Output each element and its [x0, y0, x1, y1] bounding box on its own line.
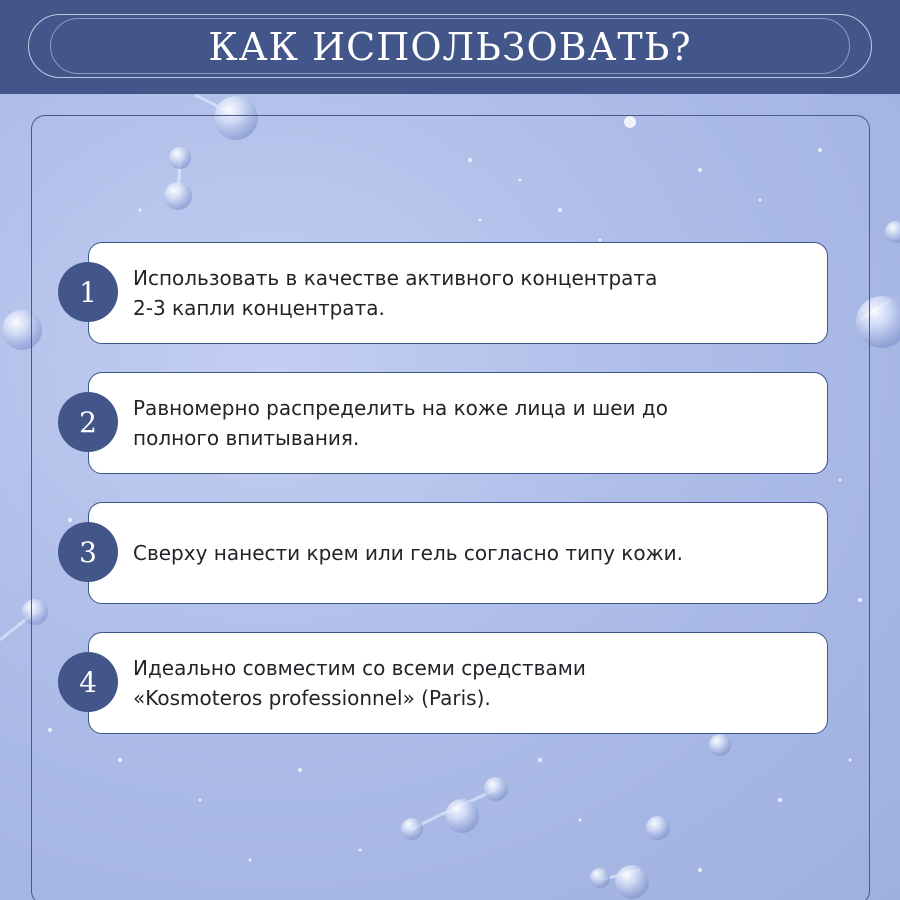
step-text: Идеально совместим со всеми средствами «Kosmoteros professionnel» (Paris).: [133, 656, 586, 710]
step-3: [58, 502, 830, 604]
step-number-badge: 3: [58, 522, 118, 582]
step-text: Использовать в качестве активного концентрата 2-3 капли концентрата.: [133, 266, 658, 320]
step-card: [88, 502, 828, 604]
step-text: Равномерно распределить на коже лица и шеи до полного впитывания.: [133, 396, 668, 450]
step-4: [58, 632, 830, 734]
step-number-badge: 1: [58, 262, 118, 322]
header-banner: [0, 0, 900, 94]
step-card: [88, 632, 828, 734]
step-card: [88, 242, 828, 344]
page-title: КАК ИСПОЛЬЗОВАТЬ?: [208, 25, 692, 69]
step-2: [58, 372, 830, 474]
step-number-badge: 2: [58, 392, 118, 452]
step-number-badge: 4: [58, 652, 118, 712]
step-text: Сверху нанести крем или гель согласно типу кожи.: [133, 541, 683, 565]
step-card: [88, 372, 828, 474]
step-1: [58, 242, 830, 344]
